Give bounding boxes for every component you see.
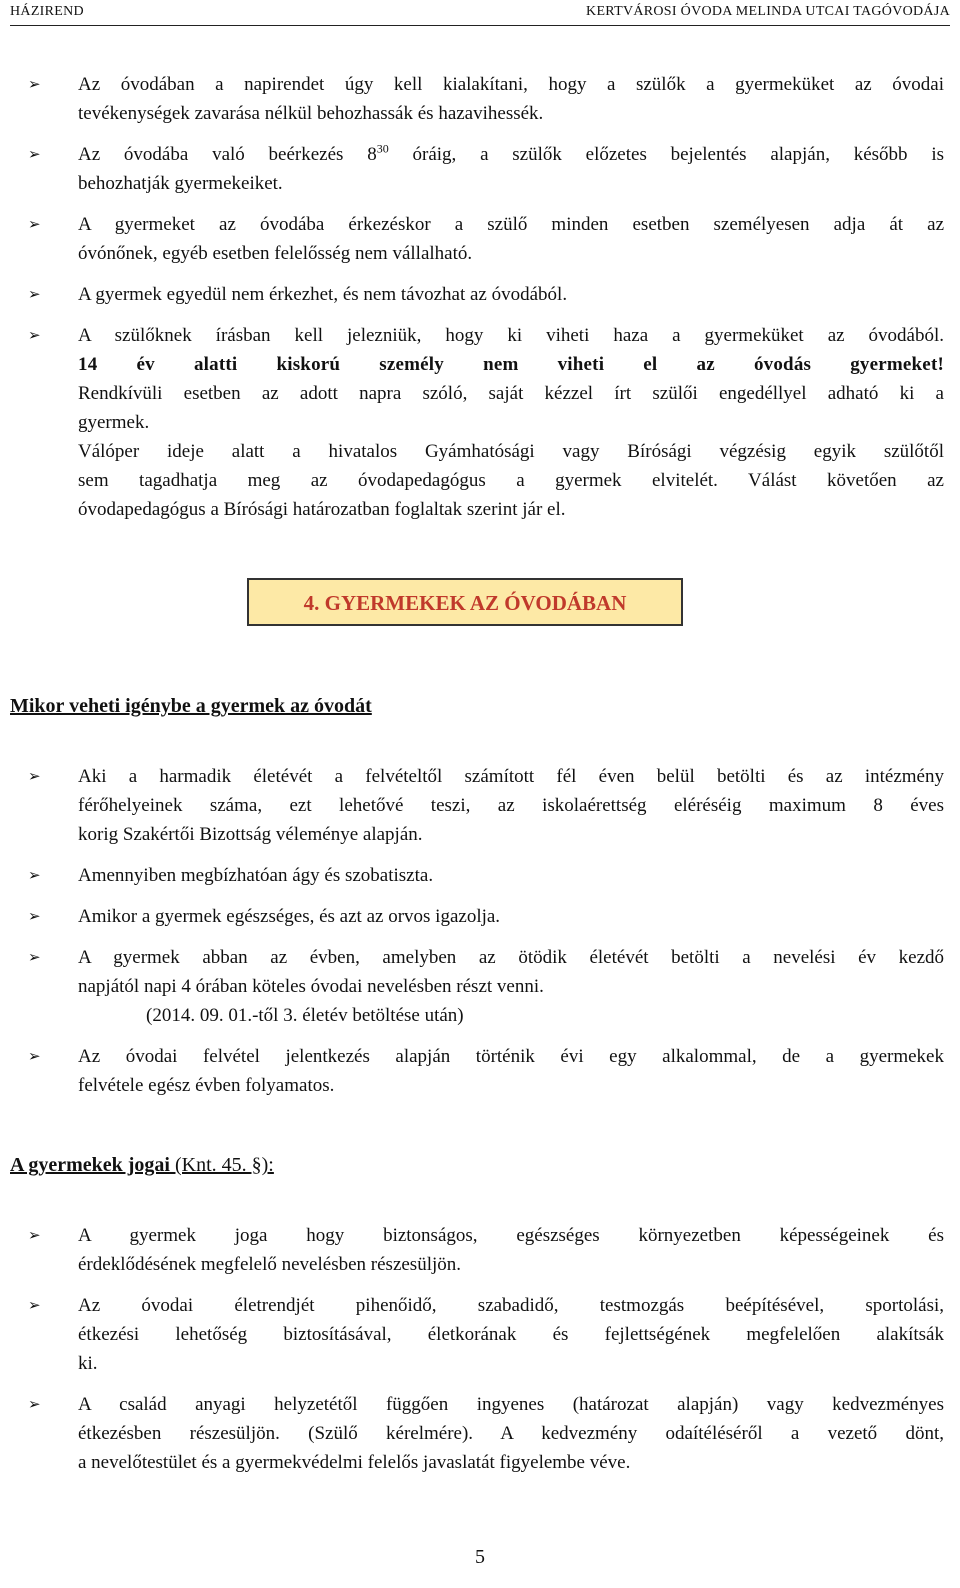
- text-line: Rendkívüli esetben az adott napra szóló, saját kézzel írt szülői engedéllyel adható ki a: [78, 383, 944, 404]
- page-number: 5: [475, 1546, 485, 1568]
- arrow-bullet-icon: ➢: [28, 948, 41, 966]
- header-rule: [10, 25, 950, 26]
- text-line: felvétele egész évben folyamatos.: [78, 1075, 335, 1096]
- admission-heading: Mikor veheti igénybe a gyermek az óvodát: [10, 695, 372, 717]
- rights-heading-bold: A gyermekek jogai: [10, 1154, 170, 1176]
- list-item: [10, 321, 944, 350]
- text-line: A szülőknek írásban kell jelezniük, hogy ki viheti haza a gyermeküket az óvodából.: [78, 325, 944, 346]
- text-line: Az óvodában a napirendet úgy kell kialakítani, hogy a szülők a gyermeküket az óvodai: [78, 74, 944, 95]
- text-line: Amennyiben megbízhatóan ágy és szobatiszta.: [78, 865, 434, 886]
- text-line: gyermek.: [78, 412, 150, 433]
- text-line: A gyermek joga hogy biztonságos, egészséges környezetben képességeinek és: [78, 1225, 944, 1246]
- list-item: [10, 1390, 944, 1477]
- text-line: napjától napi 4 órában köteles óvodai nevelésben részt venni.: [78, 976, 544, 997]
- superscript: 30: [376, 141, 389, 156]
- arrow-bullet-icon: ➢: [28, 75, 41, 93]
- arrow-bullet-icon: ➢: [28, 1226, 41, 1244]
- rights-heading: [10, 1154, 274, 1177]
- text-line: A gyermek abban az évben, amelyben az ötödik életévét betölti a nevelési év kezdő: [78, 947, 944, 968]
- rights-heading-ref: (Knt. 45. §):: [169, 1154, 274, 1176]
- warning-line: 14 év alatti kiskorú személy nem viheti el az óvodás gyermeket!: [78, 354, 944, 375]
- text-line: férőhelyeinek száma, ezt lehetővé teszi, az iskolaérettség eléréséig maximum 8 éves: [78, 795, 944, 816]
- list-item: [10, 140, 944, 198]
- text-line: Az óvodai felvétel jelentkezés alapján történik évi egy alkalommal, de a gyermekek: [78, 1046, 944, 1067]
- intro-list: [10, 70, 944, 524]
- text-line: A gyermek egyedül nem érkezhet, és nem távozhat az óvodából.: [78, 284, 568, 305]
- text-line: étkezésben részesüljön. (Szülő kérelmére). A kedvezmény odaítéléséről a vezető dönt,: [78, 1423, 944, 1444]
- text-line: A gyermeket az óvodába érkezéskor a szülő minden esetben személyesen adja át az: [78, 214, 944, 235]
- text-line: óvodapedagógus a Bírósági határozatban foglaltak szerint jár el.: [78, 499, 566, 520]
- text-line: érdeklődésének megfelelő nevelésben részesüljön.: [78, 1254, 462, 1275]
- text-line: behozhatják gyermekeiket.: [78, 173, 283, 194]
- admission-list: [10, 762, 944, 1100]
- list-item: [10, 762, 944, 849]
- arrow-bullet-icon: ➢: [28, 1296, 41, 1314]
- arrow-bullet-icon: ➢: [28, 1395, 41, 1413]
- rights-list: [10, 1221, 944, 1477]
- text-line: Az óvodai életrendjét pihenőidő, szabadidő, testmozgás beépítésével, sportolási,: [78, 1295, 944, 1316]
- list-item: [10, 210, 944, 268]
- text-line: a nevelőtestület és a gyermekvédelmi felelős javaslatát figyelembe véve.: [78, 1452, 631, 1473]
- arrow-bullet-icon: ➢: [28, 767, 41, 785]
- text-segment: óráig, a szülők előzetes bejelentés alapján, később is: [412, 144, 944, 165]
- text-line: korig Szakértői Bizottság véleménye alapján.: [78, 824, 423, 845]
- text-line: ki.: [78, 1353, 98, 1374]
- text-line: (2014. 09. 01.-től 3. életév betöltése után): [146, 1005, 464, 1026]
- text-line: óvónőnek, egyéb esetben felelősség nem vállalható.: [78, 243, 473, 264]
- list-item: [10, 902, 944, 931]
- text-line: Válóper ideje alatt a hivatalos Gyámhatósági vagy Bírósági végzésig egyik szülőtől: [78, 441, 944, 462]
- text-line: sem tagadhatja meg az óvodapedagógus a gyermek elvitelét. Válást követően az: [78, 470, 944, 491]
- item-continuation: [10, 350, 944, 524]
- arrow-bullet-icon: ➢: [28, 1047, 41, 1065]
- list-item: [10, 1042, 944, 1100]
- text-line: Aki a harmadik életévét a felvételtől számított fél éven belül betölti és az intézmény: [78, 766, 944, 787]
- header-institution: KERTVÁROSI ÓVODA MELINDA UTCAI TAGÓVODÁJA: [586, 4, 950, 19]
- list-item: [10, 943, 944, 1030]
- list-item: [10, 70, 944, 128]
- list-item: [10, 1221, 944, 1279]
- arrow-bullet-icon: ➢: [28, 215, 41, 233]
- text-line: A család anyagi helyzetétől függően ingyenes (határozat alapján) vagy kedvezményes: [78, 1394, 944, 1415]
- arrow-bullet-icon: ➢: [28, 326, 41, 344]
- arrow-bullet-icon: ➢: [28, 145, 41, 163]
- text-line: tevékenységek zavarása nélkül behozhassák és hazavihessék.: [78, 103, 544, 124]
- list-item: [10, 861, 944, 890]
- arrow-bullet-icon: ➢: [28, 285, 41, 303]
- arrow-bullet-icon: ➢: [28, 866, 41, 884]
- list-item: [10, 280, 944, 309]
- text-line: étkezési lehetőség biztosításával, életkorának és fejlettségének megfelelően alakítsák: [78, 1324, 944, 1345]
- text-line: [78, 140, 944, 169]
- text-line: Amikor a gyermek egészséges, és azt az orvos igazolja.: [78, 906, 501, 927]
- header-title: HÁZIREND: [10, 4, 84, 19]
- section-title: 4. GYERMEKEK AZ ÓVODÁBAN: [247, 578, 683, 626]
- text-segment: Az óvodába való beérkezés 8: [78, 144, 377, 165]
- page-header: [0, 0, 960, 26]
- arrow-bullet-icon: ➢: [28, 907, 41, 925]
- list-item: [10, 1291, 944, 1378]
